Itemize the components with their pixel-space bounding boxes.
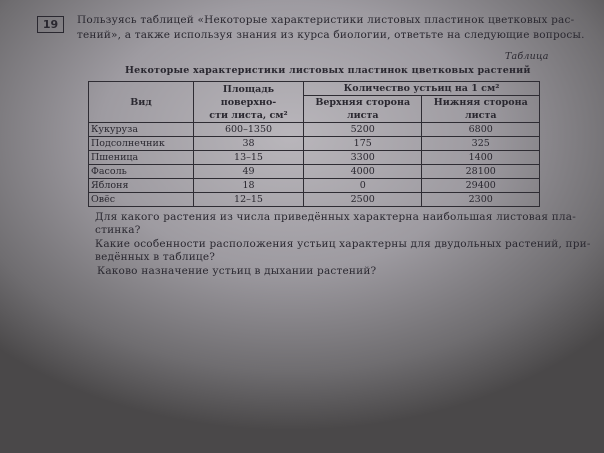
header-lower [422,96,540,123]
cell-species: Подсолнечник [89,137,194,151]
cell-species: Овёс [89,193,194,207]
cell-upper: 2500 [304,193,422,207]
table-header-row [89,82,540,96]
header-species: Вид [89,82,194,123]
task-text-line2: тений», а также используя знания из курса биологии, ответьте на следующие вопросы. [77,29,585,41]
header-stomata: Количество устьиц на 1 см² [304,82,540,96]
cell-area: 49 [194,165,304,179]
table-row [89,179,540,193]
header-lower-line2: листа [464,110,497,121]
header-area-line2: сти листа, см² [209,109,288,121]
cell-species: Яблоня [89,179,194,193]
cell-upper: 5200 [304,123,422,137]
cell-area: 12–15 [194,193,304,207]
table-row [89,137,540,151]
table-row [89,165,540,179]
cell-upper: 0 [304,179,422,193]
task-text-line1: Пользуясь таблицей «Некоторые характеристики листовых пластинок цветковых рас- [77,14,575,26]
header-upper-line1: Верхняя сторона [315,97,411,108]
table-row [89,193,540,207]
table-row [89,151,540,165]
cell-species: Пшеница [89,151,194,165]
cell-area: 18 [194,179,304,193]
cell-lower: 2300 [422,193,540,207]
cell-area: 38 [194,137,304,151]
cell-area: 13–15 [194,151,304,165]
cell-upper: 175 [304,137,422,151]
header-area [194,82,304,123]
header-lower-line1: Нижняя сторона [433,97,528,108]
task-number: 19 [37,16,64,33]
header-upper-line2: листа [346,110,379,121]
question-1-line1: Для какого растения из числа приведённых характерна наибольшая листовая пла- [95,211,576,223]
data-table [88,81,540,207]
header-area-line1: Площадь поверхно- [220,83,277,108]
table-label: Таблица [505,51,549,62]
cell-lower: 325 [422,137,540,151]
cell-species: Кукуруза [89,123,194,137]
question-2-line2: ведённых в таблице? [95,251,216,263]
cell-area: 600–1350 [194,123,304,137]
table-title: Некоторые характеристики листовых пластинок цветковых растений [125,65,531,76]
cell-lower: 29400 [422,179,540,193]
question-2-line1: Какие особенности расположения устьиц характерны для двудольных растений, при- [95,238,591,250]
cell-species: Фасоль [89,165,194,179]
cell-lower: 6800 [422,123,540,137]
cell-lower: 28100 [422,165,540,179]
header-upper [304,96,422,123]
cell-upper: 3300 [304,151,422,165]
cell-upper: 4000 [304,165,422,179]
question-3: Каково назначение устьиц в дыхании растений? [97,265,377,277]
question-1-line2: стинка? [95,224,141,236]
table-row [89,123,540,137]
cell-lower: 1400 [422,151,540,165]
